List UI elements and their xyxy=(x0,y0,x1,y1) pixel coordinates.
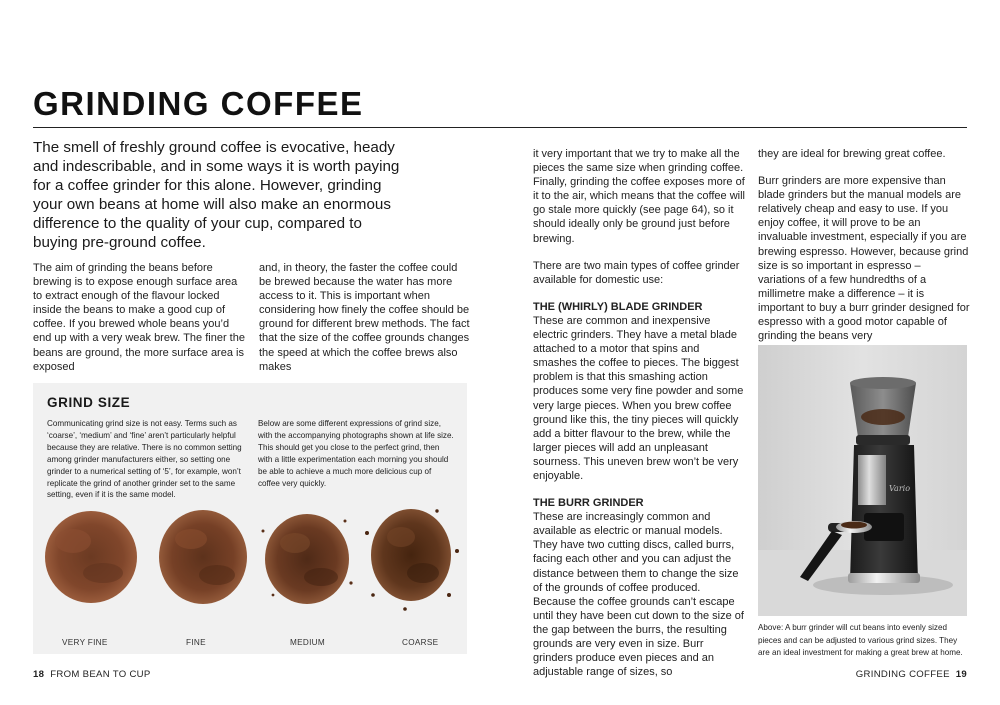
page-title: GRINDING COFFEE xyxy=(33,85,364,122)
right-running-head: GRINDING COFFEE xyxy=(855,669,950,680)
column-3 xyxy=(533,147,745,679)
column-3-paragraph-2: There are two main types of coffee grinder available for domestic use: xyxy=(533,259,740,286)
column-3-paragraph-1: it very important that we try to make all the pieces the same size when grinding coffee. Finally, grinding the coffee exposes more of it to the air, which means that the coffee will go stale more quickly (see page 64), so it should ideally only be ground just before brewing. xyxy=(533,148,745,245)
grinder-brand-label: Vario xyxy=(889,484,911,493)
photo-caption: Above: A burr grinder will cut beans into evenly sized pieces and can be adjusted to various grind sizes. They are an ideal investment for making a great brew at home. xyxy=(758,623,963,658)
left-running-head: FROM BEAN TO CUP xyxy=(50,669,151,680)
fine-grounds xyxy=(159,510,247,604)
right-page-number: 19 xyxy=(955,669,967,680)
column-1-paragraph: The aim of grinding the beans before brewing is to expose enough surface area to extract enough of the flavour locked inside the beans to make a good cup of coffee. If you brewed whole beans you’d end up with a very weak brew. The finer the beans are ground, the more surface area is exposed xyxy=(33,262,245,373)
burr-grinder-heading: THE BURR GRINDER xyxy=(533,497,644,510)
column-4 xyxy=(758,147,970,343)
column-1 xyxy=(33,261,248,374)
blade-grinder-heading: THE (WHIRLY) BLADE GRINDER xyxy=(533,300,703,313)
column-2-paragraph: and, in theory, the faster the coffee could be brewed because the water has more access to it. This is important when considering how finely the coffee should be ground for different brew methods. The fact that the size of the coffee grounds changes the speed at which the coffee brews also makes xyxy=(259,262,470,373)
burr-grinder-photo xyxy=(758,345,967,616)
grind-label-fine: FINE xyxy=(186,638,206,647)
title-rule xyxy=(33,127,967,128)
column-2 xyxy=(259,261,471,374)
medium-grounds xyxy=(262,514,353,604)
blade-grinder-text: These are common and inexpensive electric grinders. They have a metal blade attached to a motor that spins and smashes the coffee to pieces. The biggest problem is that this smashing action produces some very fine powder and some very large pieces. When you brew coffee ground like this, the tiny pieces will quickly add a bitter flavour to the brew, while the larger pieces will add an unpleasant sourness. This uneven brew won’t be very enjoyable. xyxy=(533,314,744,482)
very-fine-grounds xyxy=(45,511,137,603)
intro-paragraph: The smell of freshly ground coffee is evocative, heady and indescribable, and in some ways it is worth paying for a coffee grinder for this alone. However, grinding your own beans at home will also make an enormous difference to the quality of your cup, compared to buying pre-ground coffee. xyxy=(33,139,400,251)
footer-left xyxy=(33,669,151,680)
burr-grinder-text: These are increasingly common and available as electric or manual models. They have two cutting discs, called burrs, facing each other and you can adjust the distance between them to change the size of the grounds of coffee produced. Because the coffee grounds can’t escape until they have been cut down to the size of the gap between the burrs, the resulting grounds are very even in size. Burr grinders produce even pieces and an adjustable range of sizes, so xyxy=(533,511,744,679)
grind-size-box xyxy=(33,383,467,654)
grind-size-title: GRIND SIZE xyxy=(47,395,131,410)
grind-size-intro-left: Communicating grind size is not easy. Terms such as ‘coarse’, ‘medium’ and ‘fine’ aren’t particularly helpful because they are relative. There is no common setting among grinder manufacturers either, so setting one grinder to a numerical setting of ‘5’, for example, won’t replicate the grind of another grinder set to the same setting, even if it is the same model. xyxy=(47,419,242,500)
grind-size-intro-right: Below are some different expressions of grind size, with the accompanying photographs shown at life size. This should get you close to the perfect grind, then with a little experimentation each morning you should be able to achieve a much more delicious cup of coffee very quickly. xyxy=(258,419,454,488)
footer-right xyxy=(856,669,967,680)
grind-samples-photo xyxy=(33,491,467,634)
left-page-number: 18 xyxy=(33,669,45,680)
grind-label-very-fine: VERY FINE xyxy=(62,638,108,647)
grind-label-coarse: COARSE xyxy=(402,638,439,647)
grind-label-medium: MEDIUM xyxy=(290,638,326,647)
coarse-grounds xyxy=(365,509,459,611)
column-4-paragraph-1: they are ideal for brewing great coffee. xyxy=(758,148,946,160)
column-4-paragraph-2: Burr grinders are more expensive than blade grinders but the manual models are relatively cheap and easy to use. If you enjoy coffee, it will prove to be an invaluable investment, especially if you are brewing espresso. However, because grind size is so important in espresso – variations of a few hundredths of a millimetre make a difference – it is important to buy a burr grinder designed for espresso with a good motor capable of grinding the beans very xyxy=(758,175,970,343)
